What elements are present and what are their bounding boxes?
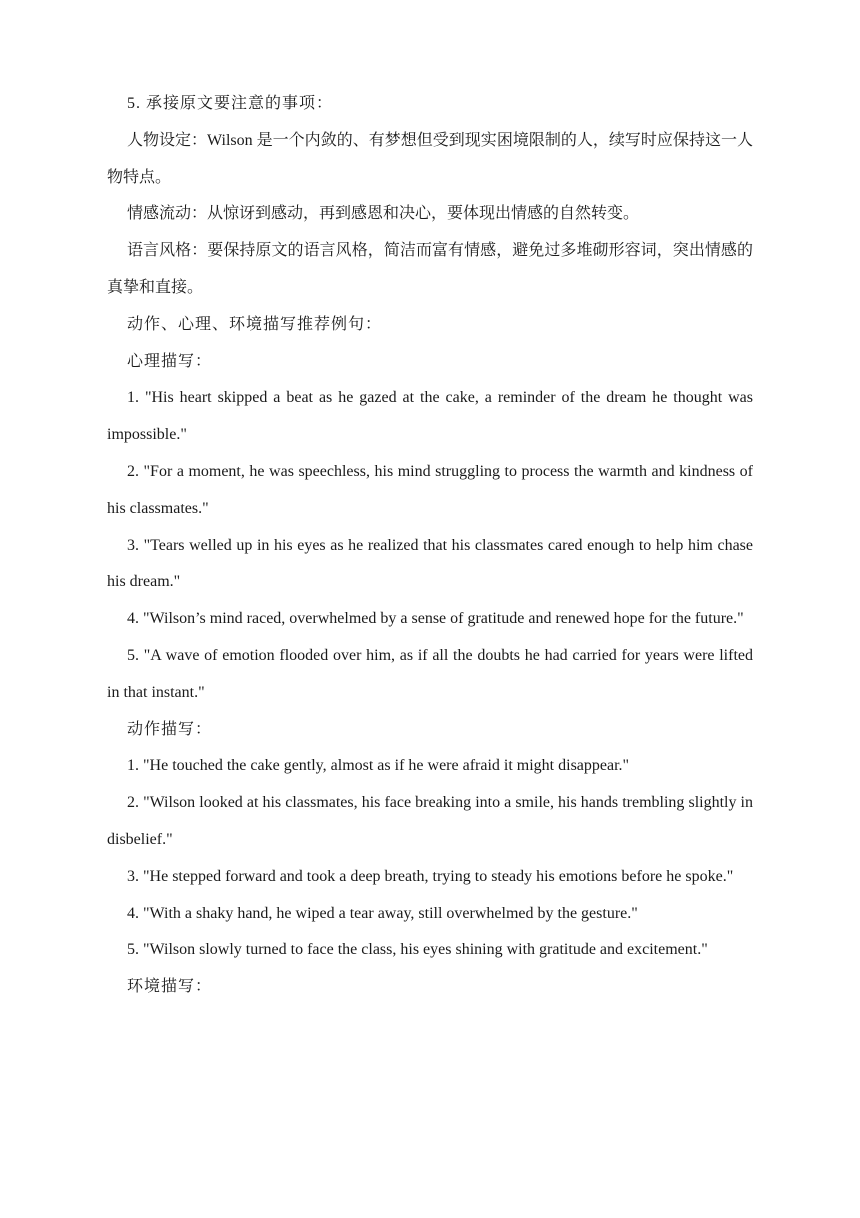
psych-example: 2. "For a moment, he was speechless, his mind struggling to process the warmth and kindness of his classmates." <box>107 462 753 517</box>
note-emotion: 情感流动：从惊讶到感动，再到感恩和决心，要体现出情感的自然转变。 <box>127 205 640 223</box>
action-example: 3. "He stepped forward and took a deep breath, trying to steady his emotions before he spoke." <box>127 867 734 885</box>
action-example: 4. "With a shaky hand, he wiped a tear away, still overwhelmed by the gesture." <box>127 904 638 922</box>
section-heading: 5. 承接原文要注意的事项： <box>127 95 334 112</box>
action-example: 1. "He touched the cake gently, almost as if he were afraid it might disappear." <box>127 757 630 775</box>
psych-example: 4. "Wilson’s mind raced, overwhelmed by a sense of gratitude and renewed hope for the future." <box>127 610 744 628</box>
action-example: 2. "Wilson looked at his classmates, his face breaking into a smile, his hands trembling slightly in disbelief." <box>107 794 753 848</box>
psych-example: 1. "His heart skipped a beat as he gazed at the cake, a reminder of the dream he thought was impossible." <box>107 389 753 444</box>
psych-example: 5. "A wave of emotion flooded over him, as if all the doubts he had carried for years were lifted in that instant." <box>107 646 753 701</box>
action-heading: 动作描写： <box>127 720 213 738</box>
note-language: 语言风格：要保持原文的语言风格，简洁而富有情感，避免过多堆砌形容词，突出情感的真挚和直接。 <box>107 242 753 296</box>
action-example: 5. "Wilson slowly turned to face the class, his eyes shining with gratitude and excitement." <box>127 941 708 959</box>
psych-example: 3. "Tears welled up in his eyes as he realized that his classmates cared enough to help him chase his dream." <box>107 536 753 591</box>
document-body <box>107 86 753 1006</box>
note-character: 人物设定：Wilson 是一个内敛的、有梦想但受到现实困境限制的人，续写时应保持这一人物特点。 <box>107 131 753 186</box>
examples-heading: 动作、心理、环境描写推荐例句： <box>127 315 383 333</box>
environment-heading: 环境描写： <box>127 978 213 996</box>
psych-heading: 心理描写： <box>127 352 213 370</box>
